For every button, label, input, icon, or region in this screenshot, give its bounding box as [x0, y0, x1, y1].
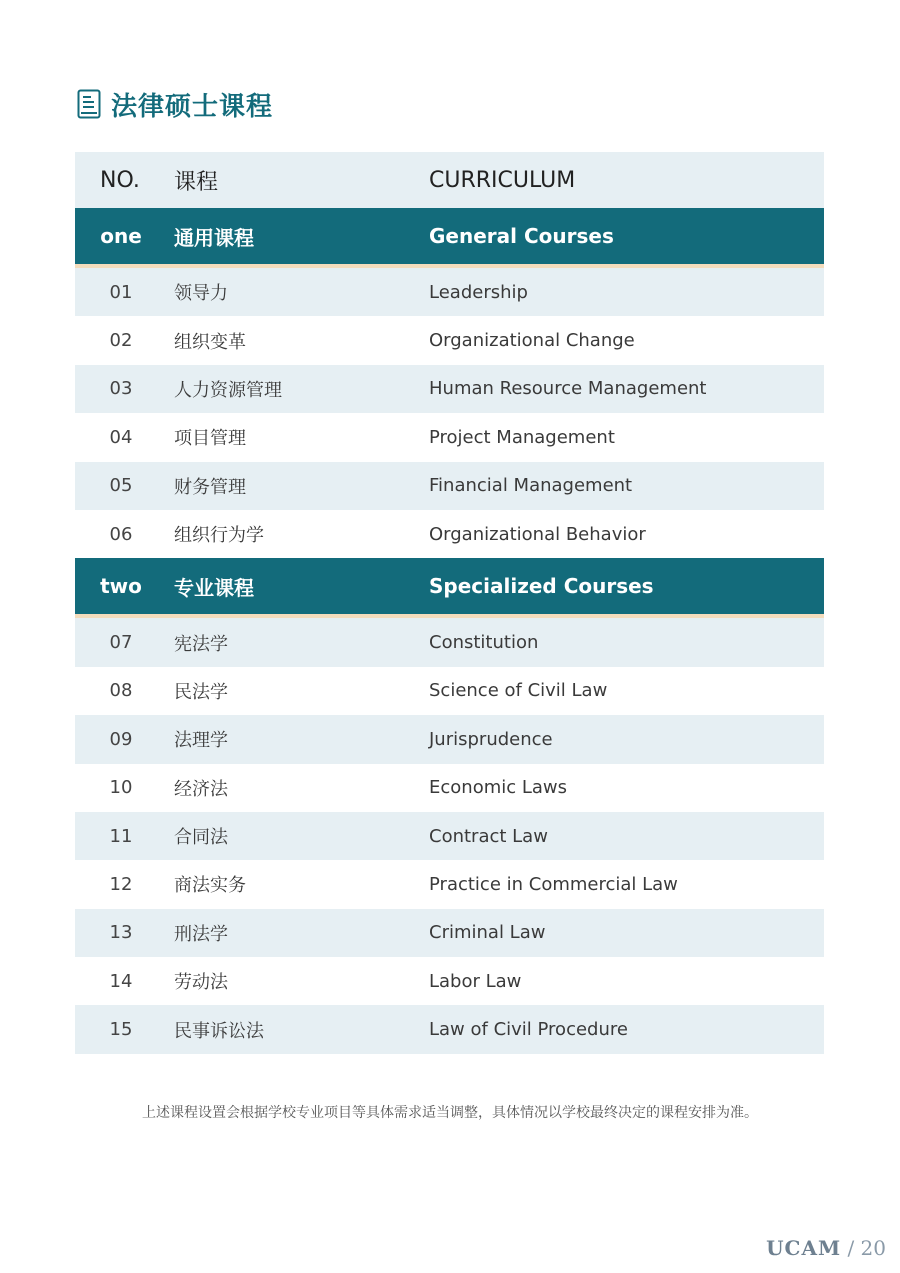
course-cn: 组织行为学 — [174, 525, 264, 547]
table-row — [75, 316, 824, 364]
course-en: Organizational Behavior — [429, 523, 646, 545]
course-en: Project Management — [429, 426, 615, 448]
course-en: Constitution — [429, 632, 539, 654]
table-row — [75, 860, 824, 908]
course-no: 08 — [109, 680, 133, 702]
page-footer-brand — [766, 1236, 886, 1260]
course-no: 13 — [109, 922, 133, 944]
course-cn: 宪法学 — [174, 633, 228, 655]
header-cn: 课程 — [174, 169, 219, 195]
table-row — [75, 715, 824, 763]
section-cn: 专业课程 — [174, 575, 254, 600]
table-row — [75, 909, 824, 957]
course-no: 14 — [109, 970, 133, 992]
course-no: 02 — [109, 330, 133, 352]
section-en: Specialized Courses — [429, 574, 654, 599]
course-cn: 人力资源管理 — [174, 379, 282, 401]
course-cn: 财务管理 — [174, 476, 246, 498]
course-en: Science of Civil Law — [429, 680, 608, 702]
page-title-block — [77, 86, 273, 122]
course-no: 07 — [109, 632, 133, 654]
section-no: one — [100, 224, 142, 248]
section-no: two — [100, 574, 142, 599]
course-en: Economic Laws — [429, 777, 568, 799]
course-no: 03 — [109, 378, 133, 400]
course-cn: 民法学 — [174, 681, 228, 703]
course-no: 09 — [109, 728, 133, 750]
course-no: 06 — [109, 523, 133, 545]
table-header-row — [75, 152, 824, 208]
table-row — [75, 957, 824, 1005]
table-row — [75, 764, 824, 812]
course-cn: 领导力 — [174, 283, 228, 305]
section-row — [75, 208, 824, 268]
section-cn: 通用课程 — [174, 225, 254, 250]
course-en: Leadership — [429, 281, 528, 303]
course-cn: 经济法 — [174, 778, 228, 800]
course-no: 12 — [109, 873, 133, 895]
course-no: 15 — [109, 1019, 133, 1041]
course-cn: 法理学 — [174, 730, 228, 752]
course-cn: 项目管理 — [174, 428, 246, 450]
course-en: Labor Law — [429, 970, 522, 992]
course-en: Human Resource Management — [429, 378, 707, 400]
table-row — [75, 1005, 824, 1053]
course-en: Jurisprudence — [429, 728, 553, 750]
header-en: CURRICULUM — [429, 167, 576, 193]
course-cn: 组织变革 — [174, 331, 246, 353]
course-en: Financial Management — [429, 475, 633, 497]
course-en: Practice in Commercial Law — [429, 873, 678, 895]
brand-name: UCAM — [766, 1236, 842, 1260]
table-row — [75, 667, 824, 715]
course-en: Organizational Change — [429, 330, 635, 352]
page-title: 法律硕士课程 — [111, 91, 274, 122]
section-row — [75, 558, 824, 618]
table-row — [75, 618, 824, 666]
course-cn: 民事诉讼法 — [174, 1020, 264, 1042]
course-no: 05 — [109, 475, 133, 497]
header-no: NO. — [100, 167, 140, 193]
course-en: Criminal Law — [429, 922, 546, 944]
course-cn: 合同法 — [174, 827, 228, 849]
course-no: 11 — [109, 825, 133, 847]
section-en: General Courses — [429, 224, 614, 248]
course-no: 04 — [109, 426, 133, 448]
course-en: Contract Law — [429, 825, 548, 847]
table-row — [75, 510, 824, 558]
course-no: 10 — [109, 777, 133, 799]
course-cn: 商法实务 — [174, 875, 246, 897]
course-cn: 劳动法 — [174, 972, 228, 994]
course-no: 01 — [109, 281, 133, 303]
course-cn: 刑法学 — [174, 923, 228, 945]
curriculum-table — [75, 152, 824, 1054]
table-row — [75, 812, 824, 860]
table-row — [75, 413, 824, 461]
table-row — [75, 365, 824, 413]
table-row — [75, 462, 824, 510]
brand-separator: / — [841, 1236, 861, 1260]
page-number: 20 — [860, 1236, 886, 1260]
course-en: Law of Civil Procedure — [429, 1019, 628, 1041]
table-row — [75, 268, 824, 316]
footnote: 上述课程设置会根据学校专业项目等具体需求适当调整，具体情况以学校最终决定的课程安排为准。 — [142, 1105, 758, 1121]
document-icon — [77, 89, 101, 119]
